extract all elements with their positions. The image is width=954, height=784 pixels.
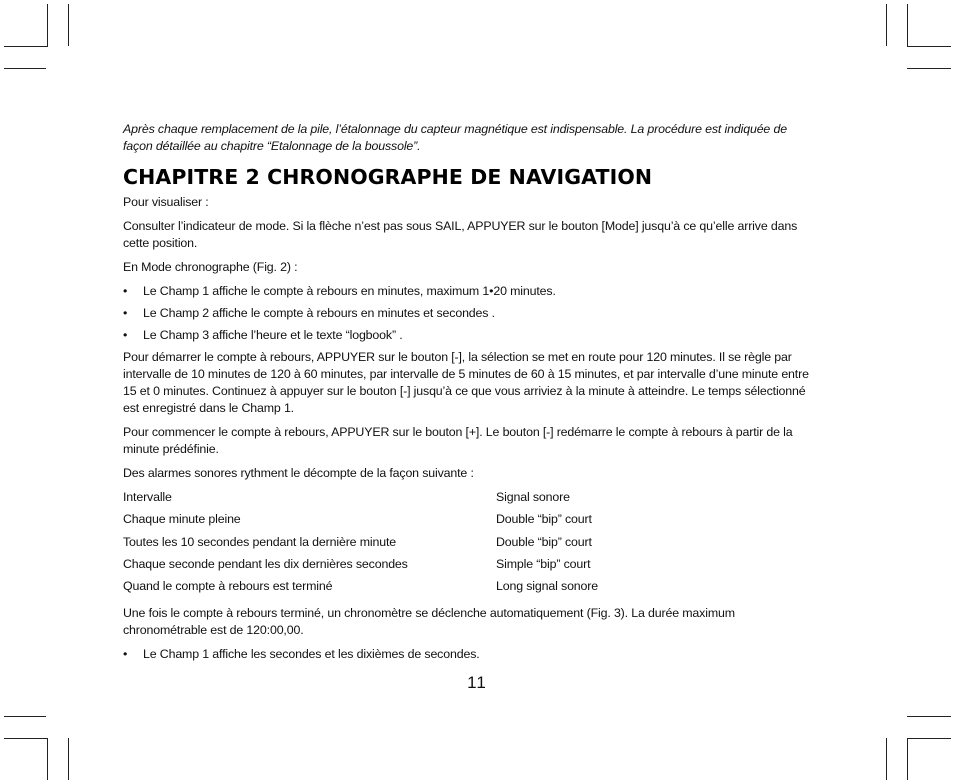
paragraph-mode: En Mode chronographe (Fig. 2) : — [123, 260, 298, 274]
crop-mark — [4, 46, 48, 47]
page-content — [123, 121, 819, 668]
crop-mark — [907, 68, 951, 69]
table-cell: Chaque seconde pendant les dix dernières secondes — [123, 556, 408, 571]
crop-mark — [907, 738, 908, 780]
intro-note: Après chaque remplacement de la pile, l’étalonnage du capteur magnétique est indispensable. La procédure est indiquée de façon détaillée au chapitre “Etalonnage de la boussole”. — [123, 122, 787, 153]
column-header-signal: Signal sonore — [496, 490, 570, 504]
paragraph-consulter: Consulter l’indicateur de mode. Si la flèche n’est pas sous SAIL, APPUYER sur le bouton [Mode] jusqu’à ce qu’elle arrive dans cette position. — [123, 219, 798, 250]
alarm-table — [123, 489, 819, 600]
crop-mark — [4, 738, 48, 739]
paragraph-visualiser: Pour visualiser : — [123, 195, 209, 209]
crop-mark — [907, 46, 951, 47]
list-item-text: Le Champ 1 affiche les secondes et les dixièmes de secondes. — [143, 647, 480, 662]
crop-mark — [47, 4, 48, 46]
table-header-row — [123, 489, 819, 511]
bullet-icon: • — [123, 328, 128, 342]
list-item-text: Le Champ 2 affiche le compte à rebours en minutes et secondes . — [143, 306, 495, 320]
crop-mark — [907, 716, 951, 717]
crop-mark — [47, 738, 48, 780]
list-item — [123, 646, 819, 663]
paragraph-chronometre: Une fois le compte à rebours terminé, un chronomètre se déclenche automatiquement (Fig. 3). La durée maximum chronométrable est de 120:00,00. — [123, 606, 735, 638]
table-cell: Chaque minute pleine — [123, 512, 241, 527]
paragraph-commencer: Pour commencer le compte à rebours, APPUYER sur le bouton [+]. Le bouton [-] redémarre le compte à rebours à partir de la minute prédéfinie. — [123, 425, 793, 456]
table-row — [123, 511, 819, 533]
crop-mark — [4, 68, 46, 69]
table-cell: Simple “bip” court — [496, 556, 591, 571]
table-cell: Toutes les 10 secondes pendant la dernière minute — [123, 534, 396, 549]
crop-mark — [68, 738, 69, 780]
bullet-icon: • — [123, 647, 128, 662]
crop-mark — [886, 738, 887, 780]
table-row — [123, 534, 819, 556]
bullet-icon: • — [123, 284, 128, 298]
bullet-list-chrono — [123, 646, 819, 663]
table-cell: Quand le compte à rebours est terminé — [123, 579, 333, 594]
table-cell: Double “bip” court — [496, 512, 592, 527]
list-item — [123, 283, 819, 300]
chapter-title: CHAPITRE 2 CHRONOGRAPHE DE NAVIGATION — [123, 165, 653, 189]
list-item — [123, 305, 819, 322]
bullet-icon: • — [123, 306, 128, 320]
list-item-text: Le Champ 1 affiche le compte à rebours en minutes, maximum 1•20 minutes. — [143, 284, 556, 298]
crop-mark — [886, 4, 887, 46]
table-cell: Double “bip” court — [496, 534, 592, 549]
table-cell: Long signal sonore — [496, 579, 599, 594]
crop-mark — [68, 4, 69, 46]
crop-mark — [4, 716, 46, 717]
table-row — [123, 578, 819, 600]
paragraph-demarrer: Pour démarrer le compte à rebours, APPUYER sur le bouton [-], la sélection se met en route pour 120 minutes. Il se règle par intervalle de 10 minutes de 120 à 60 minutes, par intervalle de 5 minutes de 60 à 15 minutes, et par intervalle d’une minute entre 15 et 0 minutes. Continuez à appuyer sur le bouton [-] jusqu’à ce que vous arriviez à la minute à atteindre. Le temps sélectionné est enregistré dans le Champ 1. — [123, 350, 809, 415]
list-item — [123, 327, 819, 344]
column-header-intervalle: Intervalle — [123, 490, 172, 504]
table-row — [123, 556, 819, 578]
crop-mark — [907, 738, 951, 739]
paragraph-alarmes: Des alarmes sonores rythment le décompte de la façon suivante : — [123, 466, 474, 480]
bullet-list-fields — [123, 283, 819, 344]
list-item-text: Le Champ 3 affiche l’heure et le texte “logbook” . — [143, 328, 403, 342]
page-number: 11 — [467, 673, 487, 692]
crop-mark — [907, 4, 908, 46]
